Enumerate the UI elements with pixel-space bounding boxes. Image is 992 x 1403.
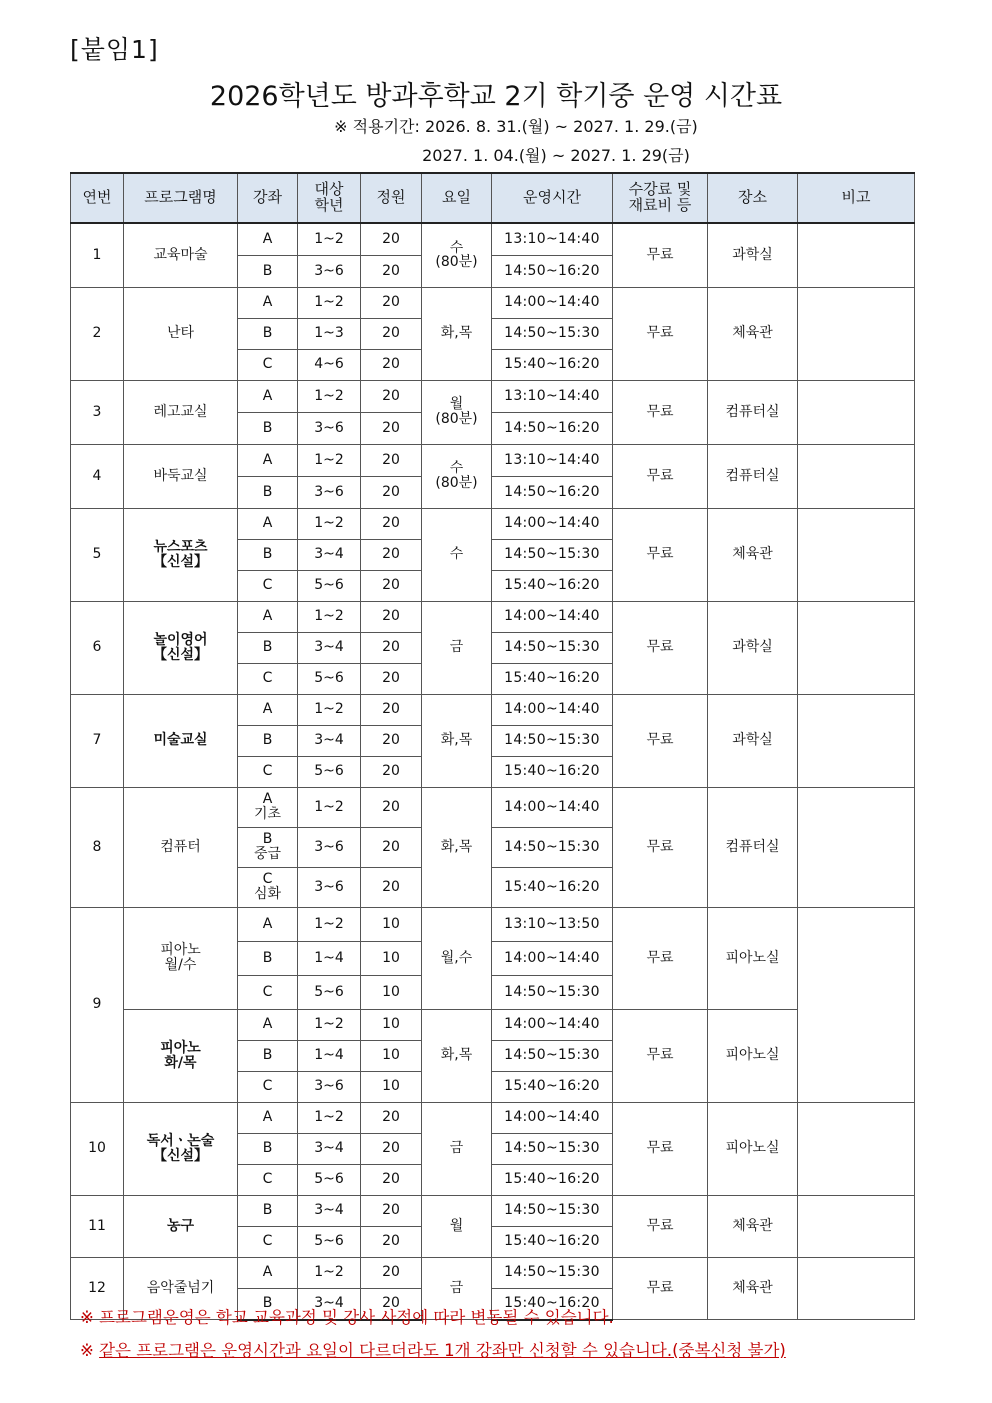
target-grade: 1~2 bbox=[298, 444, 361, 476]
class-cell: B bbox=[238, 476, 298, 508]
day-cell: 금 bbox=[422, 1257, 492, 1320]
day-cell: 화,목 bbox=[422, 787, 492, 907]
run-time: 14:50~15:30 bbox=[492, 632, 613, 663]
class-cell: B bbox=[238, 1288, 298, 1320]
program-name-line2: 화/목 bbox=[164, 1054, 197, 1071]
header-fee-line2: 재료비 등 bbox=[628, 196, 692, 214]
target-grade: 4~6 bbox=[298, 349, 361, 380]
table-row bbox=[71, 287, 915, 318]
day-cell: 화,목 bbox=[422, 1009, 492, 1102]
header-program: 프로그램명 bbox=[124, 173, 238, 223]
target-grade: 3~4 bbox=[298, 539, 361, 570]
schedule-table-body bbox=[71, 223, 915, 1320]
run-time: 14:50~16:20 bbox=[492, 412, 613, 444]
capacity: 20 bbox=[361, 756, 422, 787]
header-day: 요일 bbox=[422, 173, 492, 223]
program-name-line1: 뉴스포츠 bbox=[153, 538, 208, 555]
capacity: 20 bbox=[361, 444, 422, 476]
fee-cell: 무료 bbox=[613, 223, 708, 287]
target-grade: 3~6 bbox=[298, 827, 361, 867]
day-cell bbox=[422, 223, 492, 287]
class-cell: A bbox=[238, 1102, 298, 1133]
period-line-2: 2027. 1. 04.(월) ~ 2027. 1. 29(금) bbox=[422, 146, 690, 165]
capacity: 20 bbox=[361, 508, 422, 539]
run-time: 15:40~16:20 bbox=[492, 1288, 613, 1320]
capacity: 10 bbox=[361, 1009, 422, 1040]
class-cell: A bbox=[238, 380, 298, 412]
table-row bbox=[71, 907, 915, 941]
run-time: 14:50~15:30 bbox=[492, 725, 613, 756]
class-cell-line2: 기초 bbox=[253, 806, 282, 822]
program-no: 1 bbox=[71, 223, 124, 287]
run-time: 15:40~16:20 bbox=[492, 349, 613, 380]
program-name: 음악줄넘기 bbox=[124, 1257, 238, 1320]
target-grade: 3~4 bbox=[298, 1133, 361, 1164]
header-target bbox=[298, 173, 361, 223]
program-no: 2 bbox=[71, 287, 124, 380]
capacity: 20 bbox=[361, 1195, 422, 1226]
program-name bbox=[124, 1009, 238, 1102]
program-no: 12 bbox=[71, 1257, 124, 1320]
class-cell: B bbox=[238, 725, 298, 756]
program-name: 컴퓨터 bbox=[124, 787, 238, 907]
run-time: 14:50~16:20 bbox=[492, 476, 613, 508]
program-no: 11 bbox=[71, 1195, 124, 1257]
period-line-1: ※ 적용기간: 2026. 8. 31.(월) ~ 2027. 1. 29.(금) bbox=[334, 117, 698, 136]
place-cell: 컴퓨터실 bbox=[708, 444, 798, 508]
run-time: 13:10~14:40 bbox=[492, 380, 613, 412]
target-grade: 5~6 bbox=[298, 570, 361, 601]
target-grade: 1~4 bbox=[298, 941, 361, 975]
note-cell bbox=[798, 223, 915, 287]
note-cell bbox=[798, 287, 915, 380]
day-cell-line2: (80분) bbox=[435, 475, 478, 491]
place-cell: 컴퓨터실 bbox=[708, 787, 798, 907]
attachment-label: [붙임1] bbox=[70, 35, 159, 64]
table-row bbox=[71, 1009, 915, 1040]
target-grade: 1~2 bbox=[298, 380, 361, 412]
program-name: 미술교실 bbox=[124, 694, 238, 787]
class-cell: A bbox=[238, 287, 298, 318]
capacity: 20 bbox=[361, 1226, 422, 1257]
run-time: 14:50~15:30 bbox=[492, 1195, 613, 1226]
class-cell: C bbox=[238, 975, 298, 1009]
target-grade: 3~6 bbox=[298, 255, 361, 287]
capacity: 20 bbox=[361, 255, 422, 287]
note-cell bbox=[798, 1195, 915, 1257]
fee-cell: 무료 bbox=[613, 1195, 708, 1257]
class-cell-line2: 심화 bbox=[253, 886, 282, 902]
target-grade: 5~6 bbox=[298, 663, 361, 694]
class-cell: A bbox=[238, 223, 298, 255]
class-cell bbox=[238, 827, 298, 867]
capacity: 10 bbox=[361, 975, 422, 1009]
run-time: 14:00~14:40 bbox=[492, 941, 613, 975]
program-name-line1: 피아노 bbox=[160, 1039, 201, 1056]
target-grade: 5~6 bbox=[298, 1164, 361, 1195]
note-cell bbox=[798, 907, 915, 1102]
place-cell: 피아노실 bbox=[708, 907, 798, 1009]
target-grade: 3~6 bbox=[298, 1071, 361, 1102]
class-cell: A bbox=[238, 601, 298, 632]
table-row bbox=[71, 694, 915, 725]
target-grade: 1~2 bbox=[298, 601, 361, 632]
header-target-line2: 학년 bbox=[314, 196, 344, 214]
class-cell: A bbox=[238, 444, 298, 476]
capacity: 10 bbox=[361, 941, 422, 975]
program-name-line2: 【신설】 bbox=[152, 1147, 209, 1164]
table-row bbox=[71, 601, 915, 632]
capacity: 20 bbox=[361, 287, 422, 318]
run-time: 14:00~14:40 bbox=[492, 1102, 613, 1133]
place-cell: 과학실 bbox=[708, 601, 798, 694]
place-cell: 체육관 bbox=[708, 1257, 798, 1320]
class-cell-line2: 중급 bbox=[253, 846, 282, 862]
class-cell: B bbox=[238, 1195, 298, 1226]
program-name-line2: 【신설】 bbox=[152, 553, 209, 570]
capacity: 20 bbox=[361, 476, 422, 508]
header-no: 연번 bbox=[71, 173, 124, 223]
header-time: 운영시간 bbox=[492, 173, 613, 223]
class-cell bbox=[238, 787, 298, 827]
program-no: 3 bbox=[71, 380, 124, 444]
place-cell: 체육관 bbox=[708, 287, 798, 380]
header-capacity: 정원 bbox=[361, 173, 422, 223]
day-cell: 금 bbox=[422, 601, 492, 694]
day-cell: 수 bbox=[422, 508, 492, 601]
target-grade: 1~4 bbox=[298, 1040, 361, 1071]
run-time: 14:50~16:20 bbox=[492, 255, 613, 287]
table-row bbox=[71, 223, 915, 255]
capacity: 20 bbox=[361, 1102, 422, 1133]
program-name bbox=[124, 1102, 238, 1195]
class-cell: A bbox=[238, 907, 298, 941]
fee-cell: 무료 bbox=[613, 601, 708, 694]
run-time: 14:50~15:30 bbox=[492, 827, 613, 867]
class-cell: A bbox=[238, 1257, 298, 1288]
table-row bbox=[71, 1102, 915, 1133]
program-name-line1: 놀이영어 bbox=[153, 631, 208, 648]
note-cell bbox=[798, 787, 915, 907]
class-cell: C bbox=[238, 1226, 298, 1257]
target-grade: 1~2 bbox=[298, 223, 361, 255]
capacity: 20 bbox=[361, 787, 422, 827]
target-grade: 3~4 bbox=[298, 632, 361, 663]
target-grade: 3~6 bbox=[298, 867, 361, 907]
target-grade: 5~6 bbox=[298, 756, 361, 787]
target-grade: 3~4 bbox=[298, 1195, 361, 1226]
program-name-line1: 피아노 bbox=[160, 942, 201, 959]
place-cell: 체육관 bbox=[708, 1195, 798, 1257]
run-time: 15:40~16:20 bbox=[492, 1226, 613, 1257]
class-cell: B bbox=[238, 1133, 298, 1164]
table-row bbox=[71, 508, 915, 539]
run-time: 14:00~14:40 bbox=[492, 287, 613, 318]
header-target-line1: 대상 bbox=[314, 180, 344, 199]
program-no: 4 bbox=[71, 444, 124, 508]
day-cell-line1: 수 bbox=[449, 239, 464, 256]
capacity: 20 bbox=[361, 570, 422, 601]
fee-cell: 무료 bbox=[613, 380, 708, 444]
capacity: 20 bbox=[361, 827, 422, 867]
capacity: 20 bbox=[361, 349, 422, 380]
fee-cell: 무료 bbox=[613, 694, 708, 787]
run-time: 14:00~14:40 bbox=[492, 601, 613, 632]
place-cell: 과학실 bbox=[708, 694, 798, 787]
program-name: 난타 bbox=[124, 287, 238, 380]
header-note: 비고 bbox=[798, 173, 915, 223]
capacity: 20 bbox=[361, 663, 422, 694]
class-cell: B bbox=[238, 539, 298, 570]
fee-cell: 무료 bbox=[613, 1257, 708, 1320]
capacity: 20 bbox=[361, 539, 422, 570]
class-cell: C bbox=[238, 663, 298, 694]
program-name-line1: 독서ㆍ논술 bbox=[146, 1132, 215, 1149]
capacity: 20 bbox=[361, 601, 422, 632]
program-name: 농구 bbox=[124, 1195, 238, 1257]
note-duplicate-rule-mark: ※ bbox=[80, 1341, 100, 1360]
run-time: 13:10~13:50 bbox=[492, 907, 613, 941]
program-name: 레고교실 bbox=[124, 380, 238, 444]
place-cell: 컴퓨터실 bbox=[708, 380, 798, 444]
target-grade: 1~2 bbox=[298, 1009, 361, 1040]
run-time: 15:40~16:20 bbox=[492, 1164, 613, 1195]
target-grade: 1~2 bbox=[298, 287, 361, 318]
program-name-line2: 【신설】 bbox=[152, 646, 209, 663]
class-cell: A bbox=[238, 694, 298, 725]
run-time: 14:00~14:40 bbox=[492, 694, 613, 725]
run-time: 13:10~14:40 bbox=[492, 223, 613, 255]
target-grade: 1~2 bbox=[298, 1257, 361, 1288]
capacity: 10 bbox=[361, 1071, 422, 1102]
run-time: 14:50~15:30 bbox=[492, 539, 613, 570]
capacity: 10 bbox=[361, 907, 422, 941]
class-cell: B bbox=[238, 941, 298, 975]
program-no: 10 bbox=[71, 1102, 124, 1195]
target-grade: 3~4 bbox=[298, 725, 361, 756]
table-row bbox=[71, 1195, 915, 1226]
note-cell bbox=[798, 694, 915, 787]
capacity: 20 bbox=[361, 223, 422, 255]
header-fee bbox=[613, 173, 708, 223]
class-cell: C bbox=[238, 1071, 298, 1102]
day-cell-line1: 수 bbox=[449, 460, 464, 477]
program-no: 9 bbox=[71, 907, 124, 1102]
target-grade: 1~3 bbox=[298, 318, 361, 349]
capacity: 20 bbox=[361, 380, 422, 412]
fee-cell: 무료 bbox=[613, 287, 708, 380]
place-cell: 피아노실 bbox=[708, 1102, 798, 1195]
note-cell bbox=[798, 444, 915, 508]
place-cell: 체육관 bbox=[708, 508, 798, 601]
class-cell: C bbox=[238, 349, 298, 380]
program-name: 교육마술 bbox=[124, 223, 238, 287]
day-cell-line2: (80분) bbox=[435, 411, 478, 427]
capacity: 10 bbox=[361, 1040, 422, 1071]
fee-cell: 무료 bbox=[613, 508, 708, 601]
capacity: 20 bbox=[361, 412, 422, 444]
day-cell bbox=[422, 380, 492, 444]
run-time: 14:50~15:30 bbox=[492, 1040, 613, 1071]
class-cell bbox=[238, 867, 298, 907]
note-cell bbox=[798, 508, 915, 601]
day-cell-line1: 월 bbox=[449, 396, 464, 413]
fee-cell: 무료 bbox=[613, 444, 708, 508]
place-cell: 과학실 bbox=[708, 223, 798, 287]
capacity: 20 bbox=[361, 694, 422, 725]
run-time: 15:40~16:20 bbox=[492, 756, 613, 787]
capacity: 20 bbox=[361, 1288, 422, 1320]
capacity: 20 bbox=[361, 725, 422, 756]
table-row bbox=[71, 787, 915, 827]
capacity: 20 bbox=[361, 1164, 422, 1195]
program-name-line2: 월/수 bbox=[164, 957, 197, 973]
program-name bbox=[124, 907, 238, 1009]
class-cell-line1: B bbox=[262, 831, 273, 848]
capacity: 20 bbox=[361, 632, 422, 663]
class-cell: B bbox=[238, 632, 298, 663]
note-cell bbox=[798, 380, 915, 444]
day-cell: 월 bbox=[422, 1195, 492, 1257]
class-cell: C bbox=[238, 1164, 298, 1195]
table-row bbox=[71, 444, 915, 476]
class-cell: B bbox=[238, 412, 298, 444]
capacity: 20 bbox=[361, 867, 422, 907]
capacity: 20 bbox=[361, 1257, 422, 1288]
note-duplicate-rule-text: 같은 프로그램은 운영시간과 요일이 다르더라도 1개 강좌만 신청할 수 있습니다.(중복신청 불가) bbox=[99, 1341, 786, 1360]
run-time: 15:40~16:20 bbox=[492, 663, 613, 694]
target-grade: 5~6 bbox=[298, 975, 361, 1009]
program-name bbox=[124, 508, 238, 601]
run-time: 15:40~16:20 bbox=[492, 867, 613, 907]
target-grade: 1~2 bbox=[298, 508, 361, 539]
note-cell bbox=[798, 1257, 915, 1320]
target-grade: 5~6 bbox=[298, 1226, 361, 1257]
day-cell bbox=[422, 444, 492, 508]
run-time: 14:00~14:40 bbox=[492, 787, 613, 827]
program-no: 8 bbox=[71, 787, 124, 907]
target-grade: 1~2 bbox=[298, 1102, 361, 1133]
capacity: 20 bbox=[361, 1133, 422, 1164]
day-cell-line2: (80분) bbox=[435, 254, 478, 271]
note-schedule-change: ※ 프로그램운영은 학교 교육과정 및 강사 사정에 따라 변동될 수 있습니다. bbox=[80, 1308, 614, 1327]
table-header-row bbox=[71, 173, 915, 223]
run-time: 14:50~15:30 bbox=[492, 1257, 613, 1288]
target-grade: 1~2 bbox=[298, 907, 361, 941]
run-time: 14:50~15:30 bbox=[492, 318, 613, 349]
header-class: 강좌 bbox=[238, 173, 298, 223]
day-cell: 화,목 bbox=[422, 287, 492, 380]
day-cell: 월,수 bbox=[422, 907, 492, 1009]
target-grade: 3~4 bbox=[298, 1288, 361, 1320]
capacity: 20 bbox=[361, 318, 422, 349]
target-grade: 3~6 bbox=[298, 476, 361, 508]
table-row bbox=[71, 1257, 915, 1288]
class-cell: B bbox=[238, 1040, 298, 1071]
class-cell-line1: C bbox=[262, 871, 273, 888]
class-cell: A bbox=[238, 508, 298, 539]
run-time: 13:10~14:40 bbox=[492, 444, 613, 476]
target-grade: 3~6 bbox=[298, 412, 361, 444]
class-cell: B bbox=[238, 318, 298, 349]
run-time: 15:40~16:20 bbox=[492, 570, 613, 601]
program-name bbox=[124, 601, 238, 694]
table-row bbox=[71, 380, 915, 412]
fee-cell: 무료 bbox=[613, 787, 708, 907]
class-cell-line1: A bbox=[262, 791, 273, 808]
fee-cell: 무료 bbox=[613, 1102, 708, 1195]
run-time: 14:50~15:30 bbox=[492, 975, 613, 1009]
note-duplicate-rule bbox=[80, 1337, 786, 1361]
note-cell bbox=[798, 601, 915, 694]
program-no: 6 bbox=[71, 601, 124, 694]
header-fee-line1: 수강료 및 bbox=[628, 180, 692, 199]
run-time: 14:00~14:40 bbox=[492, 508, 613, 539]
class-cell: A bbox=[238, 1009, 298, 1040]
fee-cell: 무료 bbox=[613, 907, 708, 1009]
day-cell: 금 bbox=[422, 1102, 492, 1195]
class-cell: C bbox=[238, 756, 298, 787]
place-cell: 피아노실 bbox=[708, 1009, 798, 1102]
day-cell: 화,목 bbox=[422, 694, 492, 787]
program-no: 7 bbox=[71, 694, 124, 787]
run-time: 14:50~15:30 bbox=[492, 1133, 613, 1164]
program-name: 바둑교실 bbox=[124, 444, 238, 508]
schedule-table bbox=[70, 172, 915, 1321]
header-place: 장소 bbox=[708, 173, 798, 223]
class-cell: B bbox=[238, 255, 298, 287]
page-title: 2026학년도 방과후학교 2기 학기중 운영 시간표 bbox=[209, 81, 783, 112]
program-no: 5 bbox=[71, 508, 124, 601]
class-cell: C bbox=[238, 570, 298, 601]
run-time: 14:00~14:40 bbox=[492, 1009, 613, 1040]
target-grade: 1~2 bbox=[298, 787, 361, 827]
note-cell bbox=[798, 1102, 915, 1195]
fee-cell: 무료 bbox=[613, 1009, 708, 1102]
run-time: 15:40~16:20 bbox=[492, 1071, 613, 1102]
target-grade: 1~2 bbox=[298, 694, 361, 725]
